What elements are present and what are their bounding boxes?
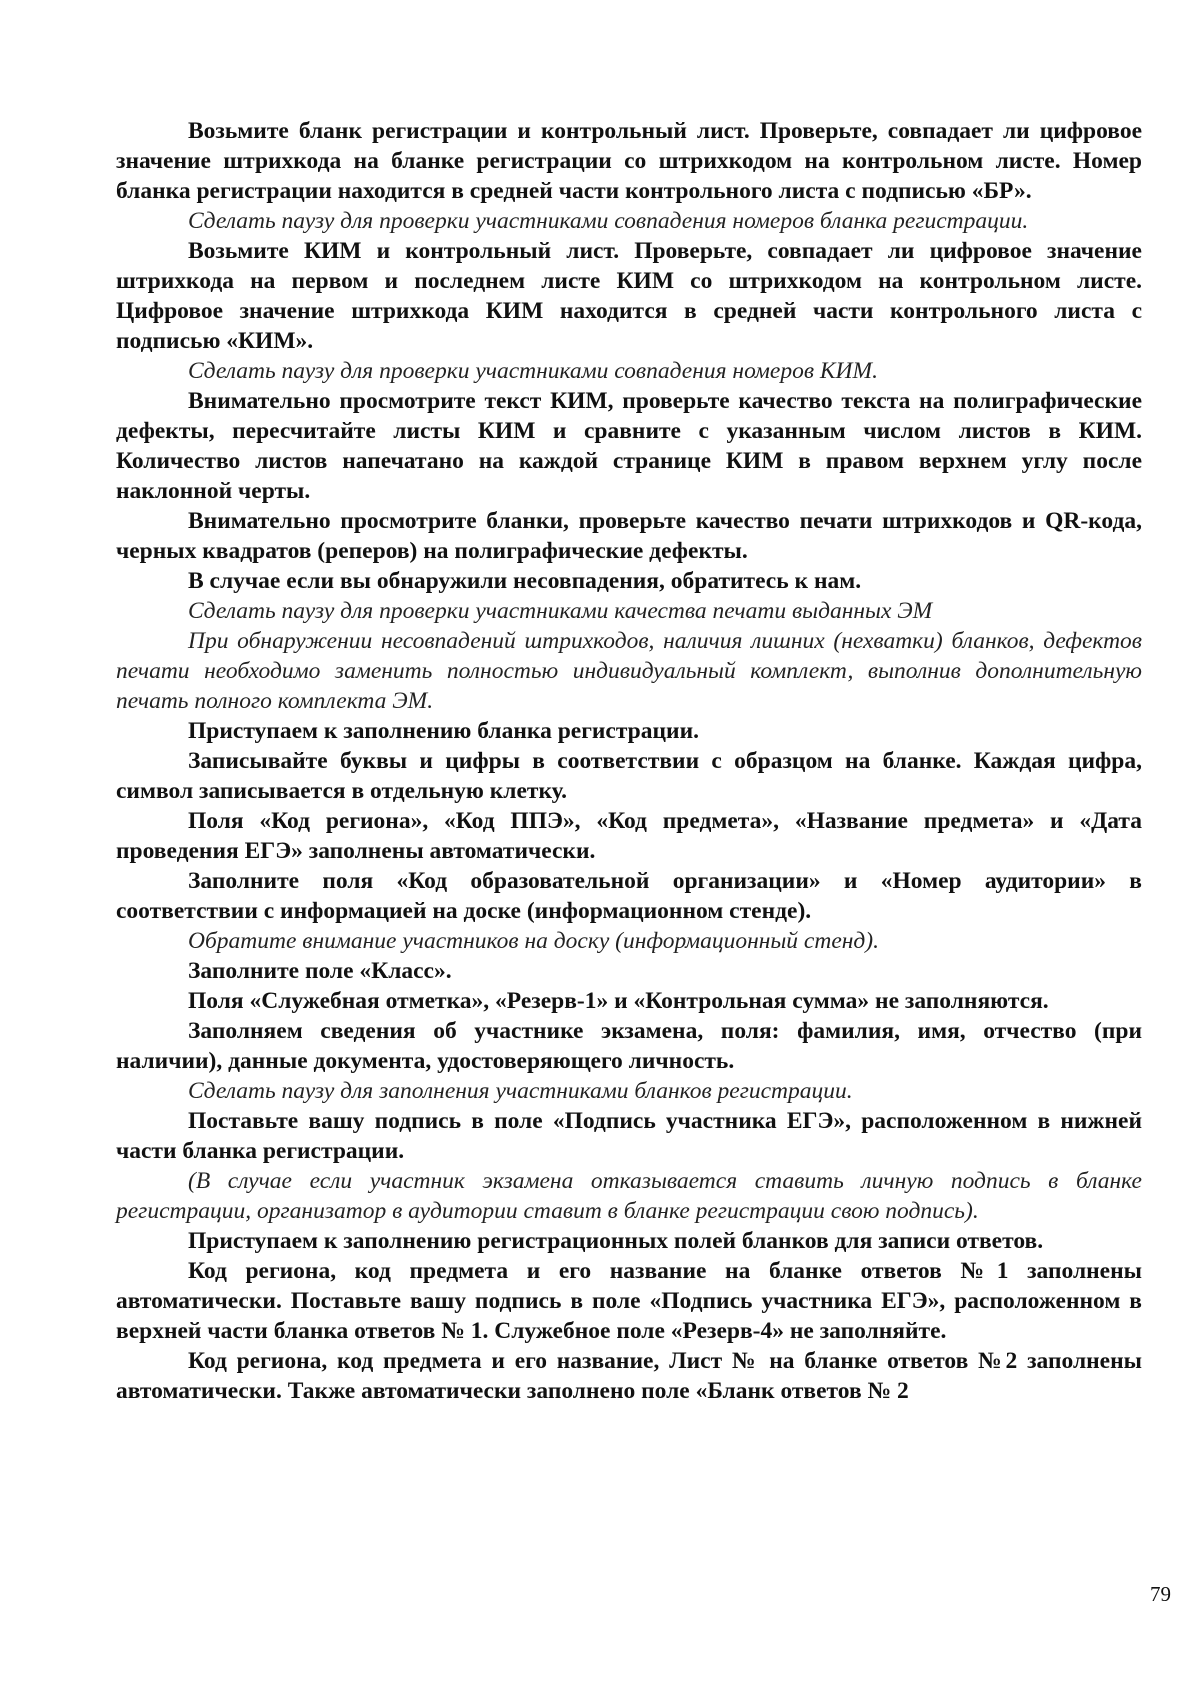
paragraph-report-mismatch: В случае если вы обнаружили несовпадения, обратитесь к нам. [188,568,862,594]
note-replace-kit: При обнаружении несовпадений штрихкодов, наличия лишних (нехватки) бланков, дефектов печати необходимо заменить полностью индивидуальный комплект, выполнив дополнительную печать полного комплекта ЭМ. [116,628,1142,714]
paragraph-review-forms: Внимательно просмотрите бланки, проверьте качество печати штрихкодов и QR-кода, черных квадратов (реперов) на полиграфические дефекты. [116,508,1142,564]
paragraph-check-kim: Возьмите КИМ и контрольный лист. Проверьте, совпадает ли цифровое значение штрихкода на первом и последнем листе КИМ со штрихкодом на контрольном листе. Цифровое значение штрихкода КИМ находится в средней части контрольного листа с подписью «КИМ». [116,238,1142,354]
paragraph-unfilled-fields: Поля «Служебная отметка», «Резерв-1» и «Контрольная сумма» не заполняются. [188,988,1049,1014]
note-signature-refusal: (В случае если участник экзамена отказывается ставить личную подпись в бланке регистрации, организатор в аудитории ставит в бланке регистрации свою подпись). [116,1168,1142,1224]
paragraph-fill-class: Заполните поле «Класс». [188,958,452,984]
page-number: 79 [1150,1582,1171,1606]
instruction-text [116,116,1142,1406]
paragraph-start-registration: Приступаем к заполнению бланка регистрации. [188,718,699,744]
note-pause-registration-fill: Сделать паузу для заполнения участниками бланков регистрации. [188,1078,853,1104]
paragraph-auto-filled-fields: Поля «Код региона», «Код ППЭ», «Код предмета», «Название предмета» и «Дата проведения ЕГЭ» заполнены автоматически. [116,808,1142,864]
paragraph-sign-registration: Поставьте вашу подпись в поле «Подпись участника ЕГЭ», расположенном в нижней части бланка регистрации. [116,1108,1142,1164]
paragraph-check-registration-form: Возьмите бланк регистрации и контрольный лист. Проверьте, совпадает ли цифровое значение штрихкода на бланке регистрации со штрихкодом на контрольном листе. Номер бланка регистрации находится в средней части контрольного листа с подписью «БР». [116,118,1142,204]
note-pause-print-quality: Сделать паузу для проверки участниками качества печати выданных ЭМ [188,598,933,624]
paragraph-answer-form-1: Код региона, код предмета и его название на бланке ответов №1 заполнены автоматически. Поставьте вашу подпись в поле «Подпись участника ЕГЭ», расположенном в верхней части бланка ответов № 1. Служебное поле «Резерв-4» не заполняйте. [116,1258,1142,1344]
paragraph-participant-info: Заполняем сведения об участнике экзамена, поля: фамилия, имя, отчество (при наличии), данные документа, удостоверяющего личность. [116,1018,1142,1074]
paragraph-start-answer-forms: Приступаем к заполнению регистрационных полей бланков для записи ответов. [188,1228,1044,1254]
paragraph-fill-org-room: Заполните поля «Код образовательной организации» и «Номер аудитории» в соответствии с информацией на доске (информационном стенде). [116,868,1142,924]
paragraph-write-characters: Записывайте буквы и цифры в соответствии с образцом на бланке. Каждая цифра, символ записывается в отдельную клетку. [116,748,1142,804]
note-attention-board: Обратите внимание участников на доску (информационный стенд). [188,928,880,954]
paragraph-review-kim-text: Внимательно просмотрите текст КИМ, проверьте качество текста на полиграфические дефекты, пересчитайте листы КИМ и сравните с указанным числом листов в КИМ. Количество листов напечатано на каждой странице КИМ в правом верхнем углу после наклонной черты. [116,388,1142,504]
paragraph-answer-form-2: Код региона, код предмета и его название, Лист № на бланке ответов №2 заполнены автоматически. Также автоматически заполнено поле «Бланк ответов № 2 [116,1348,1142,1404]
note-pause-registration-check: Сделать паузу для проверки участниками совпадения номеров бланка регистрации. [188,208,1029,234]
note-pause-kim-check: Сделать паузу для проверки участниками совпадения номеров КИМ. [188,358,878,384]
